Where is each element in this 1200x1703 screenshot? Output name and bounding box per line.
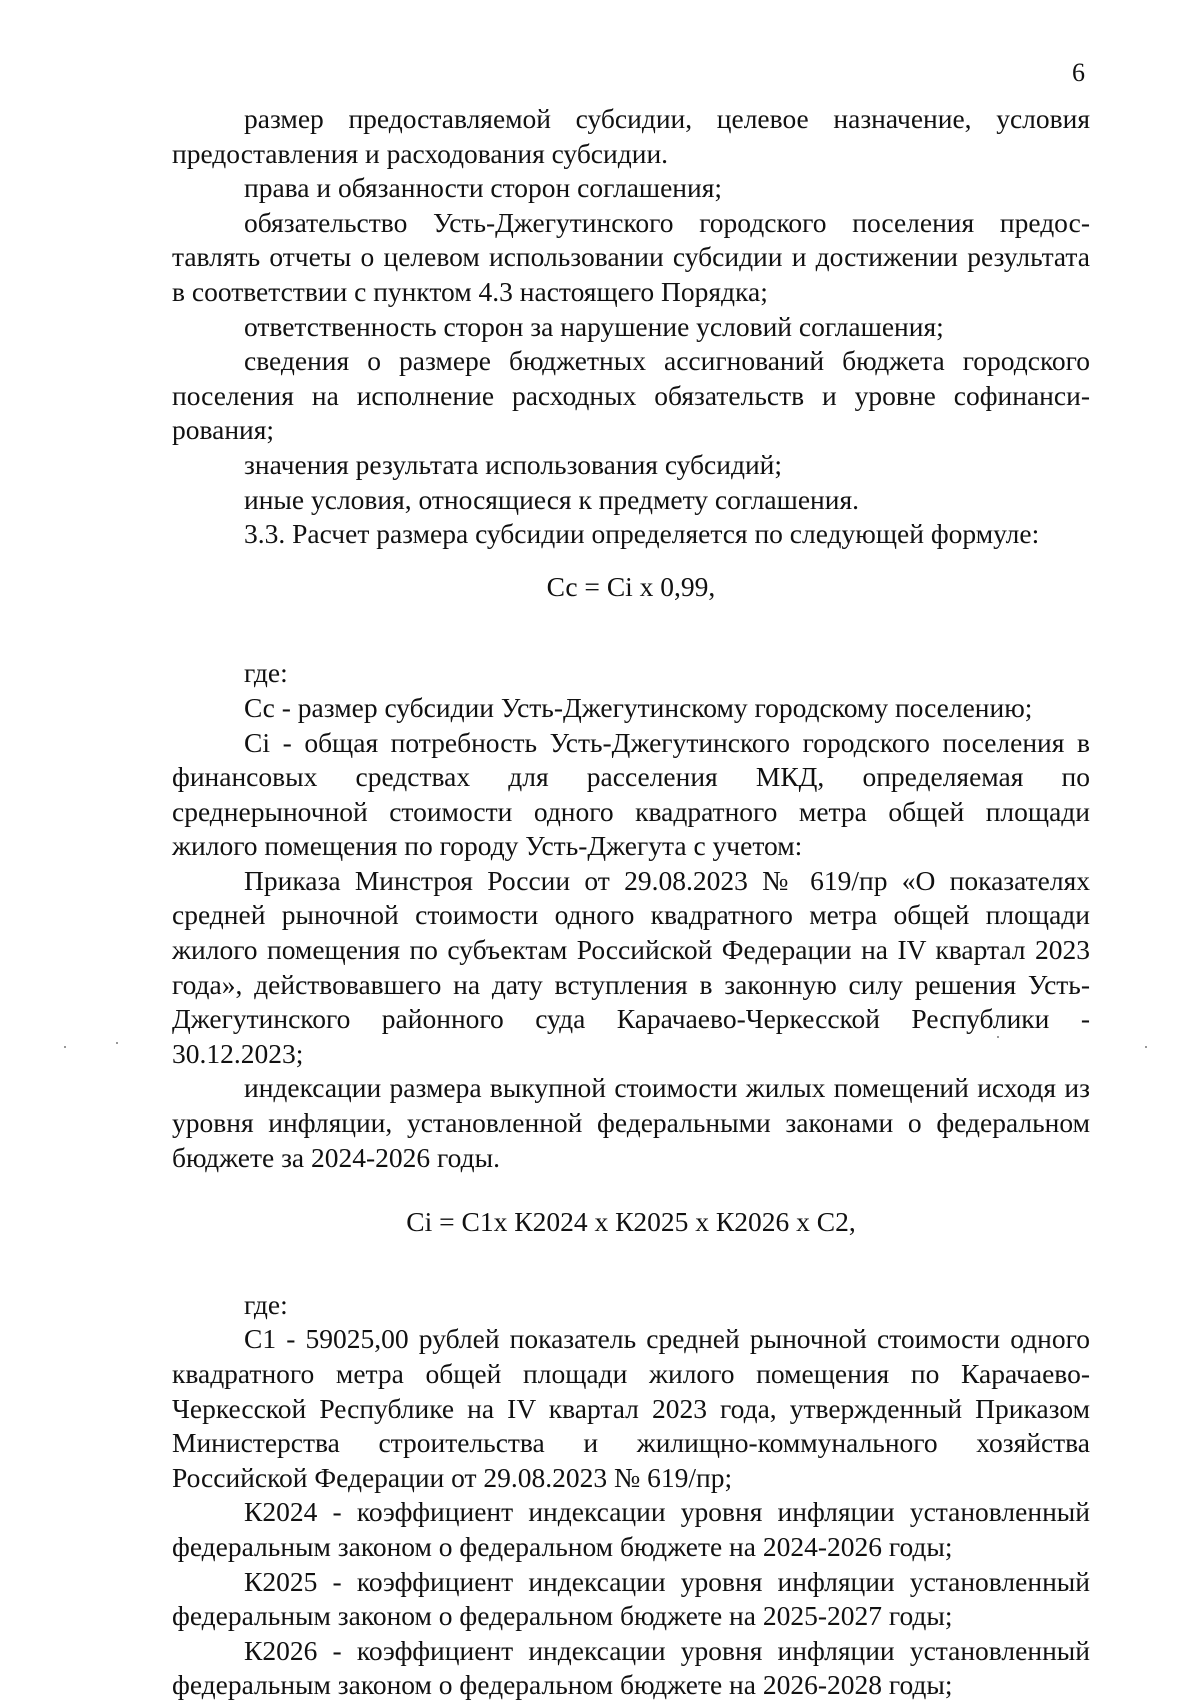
page-number: 6 (1072, 58, 1085, 87)
paragraph-c1-definition: С1 - 59025,00 рублей показатель средней рыночной стоимости одного квадратного метра общей площади жилого помещения по Карачаево-Черкесской Республике на IV квартал 2023 года, утвержденный Приказом Министерства строительства и жилищно-коммунального хозяйства Российской Федерации от 29.08.2023 № 619/пр; (172, 1323, 1090, 1493)
paragraph-other-conditions: иные условия, относящиеся к предмету соглашения. (244, 483, 859, 515)
scan-speck (64, 1046, 66, 1048)
paragraph-budget-allocations: сведения о размере бюджетных ассигнований бюджета городского поселения на исполнение расходных обязательств и уровне софинансирования; (172, 345, 1090, 446)
paragraph-result-values: значения результата использования субсидий; (244, 448, 783, 480)
paragraph-ci-definition: Сi - общая потребность Усть-Джегутинского городского поселения в финансовых средствах для расселения МКД, определяемая по среднерыночной стоимости одного квадратного метра общей площади жилого помещения по городу Усть-Джегута с учетом: (172, 726, 1090, 862)
formula-ci: Сi = С1х К2024 х К2025 х К2026 х С2, (406, 1206, 856, 1238)
scan-speck (1145, 1046, 1147, 1048)
document-body (172, 102, 1090, 1703)
scan-speck (997, 1036, 999, 1038)
paragraph-responsibility: ответственность сторон за нарушение условий соглашения; (244, 310, 944, 342)
paragraph-k2025-definition: К2025 - коэффициент индексации уровня инфляции установленный федеральным законом о федеральном бюджете на 2025-2027 годы; (172, 1565, 1090, 1632)
paragraph-section-3-3: 3.3. Расчет размера субсидии определяется по следующей формуле: (244, 518, 1040, 550)
paragraph-where-2: где: (244, 1288, 288, 1320)
paragraph-k2024-definition: К2024 - коэффициент индексации уровня инфляции установленный федеральным законом о федеральном бюджете на 2024-2026 годы; (172, 1496, 1090, 1562)
paragraph-reporting-obligation: обязательство Усть-Джегутинского городского поселения предоставлять отчеты о целевом использовании субсидии и достижении результата в соответствии с пунктом 4.3 настоящего Порядка; (172, 206, 1090, 307)
scan-speck (116, 1042, 118, 1044)
paragraph-cc-definition: Сс - размер субсидии Усть-Джегутинскому городскому поселению; (244, 691, 1033, 723)
paragraph-rights-obligations: права и обязанности сторон соглашения; (244, 172, 723, 204)
formula-subsidy: Сс = Сi х 0,99, (546, 570, 716, 602)
paragraph-indexation: индексации размера выкупной стоимости жилых помещений исходя из уровня инфляции, установленной федеральными законами о федеральном бюджете за 2024-2026 годы. (172, 1072, 1090, 1173)
paragraph-minstroy-order: Приказа Минстроя России от 29.08.2023 № 619/пр «О показателях средней рыночной стоимости одного квадратного метра общей площади жилого помещения по субъектам Российской Федерации на IV квартал 2023 года», действовавшего на дату вступления в законную силу решения Усть-Джегутинского районного суда Карачаево-Черкесской Республики - 30.12.2023; (172, 864, 1090, 1069)
paragraph-subsidy-size: размер предоставляемой субсидии, целевое назначение, условия предоставления и расходования субсидии. (172, 103, 1090, 169)
paragraph-k2026-definition: К2026 - коэффициент индексации уровня инфляции установленный федеральным законом о федеральном бюджете на 2026-2028 годы; (172, 1634, 1090, 1701)
paragraph-where-1: где: (244, 657, 288, 689)
